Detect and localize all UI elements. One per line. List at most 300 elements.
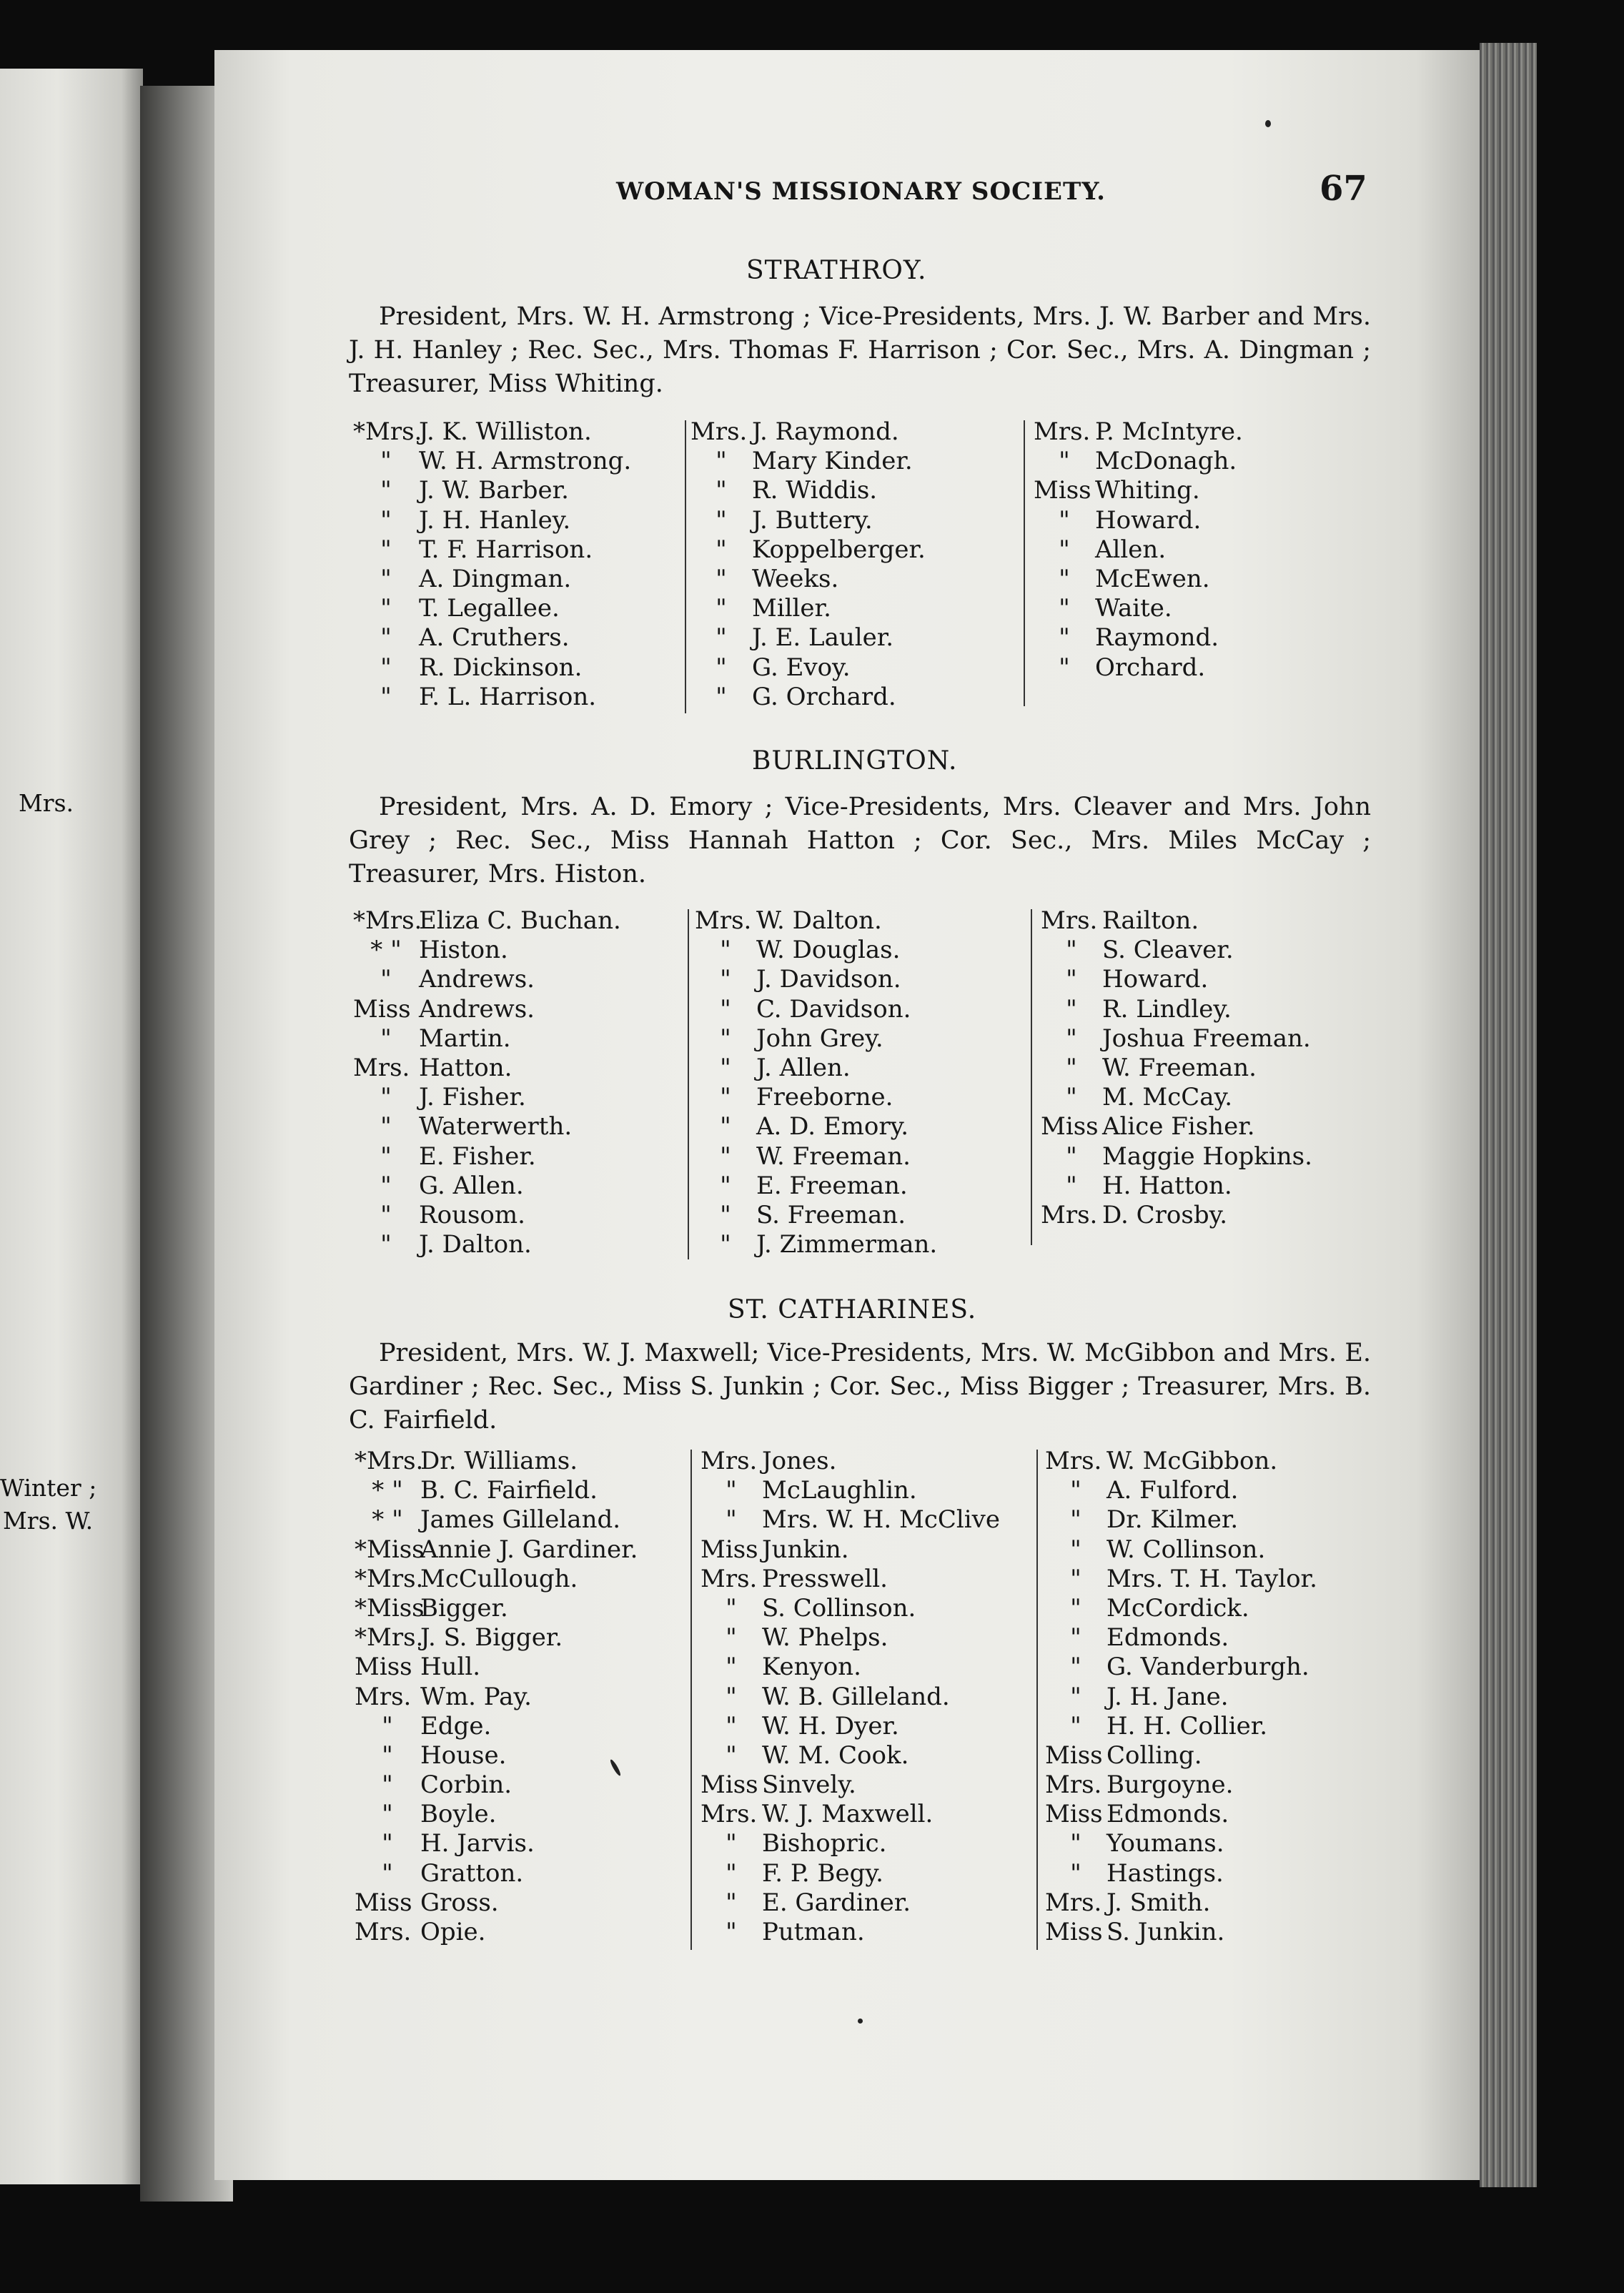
member-prefix: "	[1070, 1858, 1081, 1888]
member-prefix: "	[726, 1888, 737, 1917]
member-entry	[355, 1447, 638, 1476]
member-column	[355, 1447, 638, 1947]
member-entry	[353, 476, 631, 505]
member-name: F. L. Harrison.	[419, 682, 597, 711]
member-entry	[1045, 1800, 1317, 1829]
member-entry	[355, 1623, 638, 1653]
member-name: Burgoyne.	[1106, 1770, 1234, 1800]
member-name: Orchard.	[1095, 653, 1206, 682]
member-prefix: "	[726, 1623, 737, 1653]
member-prefix: "	[720, 1024, 731, 1053]
member-prefix: "	[720, 994, 731, 1024]
member-prefix: "	[380, 1024, 392, 1053]
member-entry	[695, 906, 937, 936]
member-entry	[355, 1565, 638, 1594]
member-name: A. Cruthers.	[419, 623, 570, 653]
member-prefix: "	[1059, 505, 1070, 535]
member-prefix: "	[716, 447, 727, 476]
member-name: J. Dalton.	[419, 1230, 532, 1259]
member-prefix: "	[1066, 1171, 1077, 1200]
member-name: Waterwerth.	[419, 1112, 573, 1141]
member-entry	[700, 1535, 1000, 1565]
member-name: McLaughlin.	[762, 1476, 917, 1505]
member-entry	[695, 1172, 937, 1201]
member-name: G. Allen.	[419, 1171, 524, 1200]
member-entry	[353, 447, 631, 476]
member-entry	[690, 535, 926, 565]
member-prefix: *Mrs.	[355, 1564, 424, 1593]
column-rule	[688, 909, 689, 1259]
member-prefix: "	[380, 1141, 392, 1171]
member-prefix: "	[726, 1740, 737, 1770]
member-prefix: Mrs.	[700, 1564, 758, 1593]
member-entry	[695, 965, 937, 994]
member-name: Andrews.	[419, 965, 535, 994]
member-prefix: "	[1059, 564, 1070, 593]
member-entry	[353, 535, 631, 565]
member-prefix: Mrs.	[1041, 906, 1098, 935]
section-title-st-catharines: ST. CATHARINES.	[728, 1295, 977, 1324]
member-entry	[690, 623, 926, 653]
member-name: W. B. Gilleland.	[762, 1682, 950, 1711]
member-name: W. Douglas.	[756, 936, 901, 965]
member-name: Koppelberger.	[752, 535, 926, 564]
member-entry	[353, 965, 621, 994]
member-name: Joshua Freeman.	[1102, 1024, 1311, 1053]
member-prefix: "	[1070, 1829, 1081, 1858]
member-name: G. Evoy.	[752, 653, 851, 682]
member-prefix: "	[726, 1505, 737, 1535]
member-prefix: "	[380, 594, 392, 623]
member-entry	[1034, 535, 1243, 565]
member-entry	[1041, 1142, 1312, 1172]
member-entry	[1045, 1447, 1317, 1476]
member-entry	[353, 565, 631, 594]
member-name: C. Davidson.	[756, 994, 911, 1024]
member-prefix: "	[1059, 594, 1070, 623]
member-prefix: Miss	[1045, 1800, 1103, 1829]
member-name: G. Orchard.	[752, 682, 896, 711]
member-name: S. Junkin.	[1106, 1918, 1225, 1946]
member-name: W. McGibbon.	[1106, 1447, 1278, 1475]
member-name: S. Collinson.	[762, 1593, 916, 1623]
member-entry	[355, 1770, 638, 1800]
member-prefix: "	[1070, 1505, 1081, 1535]
member-name: John Grey.	[756, 1024, 883, 1053]
member-prefix: "	[720, 936, 731, 965]
member-name: T. Legallee.	[419, 594, 560, 623]
member-name: D. Crosby.	[1102, 1200, 1228, 1229]
member-prefix: "	[380, 1200, 392, 1229]
member-name: J. S. Bigger.	[420, 1623, 563, 1653]
member-column	[1034, 417, 1243, 683]
member-entry	[355, 1829, 638, 1858]
member-prefix: "	[726, 1918, 737, 1946]
member-entry	[700, 1859, 1000, 1888]
member-name: Gross.	[420, 1888, 499, 1917]
member-entry	[690, 476, 926, 505]
member-entry	[695, 1230, 937, 1259]
member-entry	[353, 417, 631, 447]
member-name: J. K. Williston.	[419, 417, 592, 446]
member-name: R. Dickinson.	[419, 653, 583, 682]
member-entry	[700, 1800, 1000, 1829]
member-name: Youmans.	[1106, 1829, 1224, 1858]
member-entry	[353, 1112, 621, 1141]
member-name: W. M. Cook.	[762, 1740, 909, 1770]
member-name: R. Widdis.	[752, 476, 878, 505]
member-prefix: "	[1066, 1053, 1077, 1082]
member-name: Rousom.	[419, 1200, 525, 1229]
member-prefix: Miss	[355, 1653, 412, 1682]
member-prefix: Mrs.	[700, 1800, 758, 1829]
member-prefix: "	[1070, 1711, 1081, 1740]
member-entry	[1045, 1594, 1317, 1623]
member-entry	[1041, 1112, 1312, 1141]
member-prefix: "	[380, 1083, 392, 1112]
page-number: 67	[1320, 169, 1367, 209]
member-name: Jones.	[762, 1447, 837, 1475]
member-entry	[1045, 1565, 1317, 1594]
member-name: E. Gardiner.	[762, 1888, 911, 1917]
member-entry	[1041, 1083, 1312, 1112]
member-entry	[1045, 1770, 1317, 1800]
member-name: A. Dingman.	[419, 564, 572, 593]
member-entry	[700, 1565, 1000, 1594]
member-name: Putman.	[762, 1918, 865, 1946]
member-prefix: "	[726, 1829, 737, 1858]
member-name: R. Lindley.	[1102, 994, 1232, 1024]
member-name: Howard.	[1102, 965, 1209, 994]
member-name: Edge.	[420, 1711, 492, 1740]
member-entry	[690, 683, 926, 712]
member-prefix: Mrs.	[355, 1682, 412, 1711]
member-name: W. Dalton.	[756, 906, 882, 935]
member-entry	[700, 1505, 1000, 1535]
member-entry	[700, 1683, 1000, 1712]
member-prefix: "	[720, 1083, 731, 1112]
member-name: Railton.	[1102, 906, 1199, 935]
member-prefix: "	[382, 1829, 393, 1858]
member-entry	[1034, 594, 1243, 623]
member-prefix: "	[1066, 1083, 1077, 1112]
column-rule	[1031, 909, 1032, 1245]
member-entry	[355, 1476, 638, 1505]
member-entry	[355, 1712, 638, 1741]
member-prefix: "	[1070, 1623, 1081, 1653]
member-entry	[353, 1083, 621, 1112]
member-name: E. Freeman.	[756, 1171, 908, 1200]
column-rule	[1036, 1450, 1038, 1950]
member-entry	[695, 1024, 937, 1054]
member-prefix: Mrs.	[1034, 417, 1091, 446]
member-name: P. McIntyre.	[1095, 417, 1243, 446]
member-entry	[353, 1024, 621, 1054]
member-name: Alice Fisher.	[1102, 1112, 1255, 1141]
column-rule	[1024, 420, 1025, 706]
member-name: Waite.	[1095, 594, 1172, 623]
facing-page-fragment: Mrs.	[19, 789, 74, 817]
member-prefix: "	[726, 1476, 737, 1505]
member-entry	[1034, 506, 1243, 535]
member-prefix: Miss	[1034, 476, 1091, 505]
member-name: House.	[420, 1740, 507, 1770]
member-name: J. Zimmerman.	[756, 1230, 938, 1259]
member-prefix: Mrs.	[700, 1447, 758, 1475]
member-entry	[1045, 1888, 1317, 1918]
member-entry	[690, 447, 926, 476]
member-prefix: "	[716, 682, 727, 711]
member-prefix: "	[726, 1682, 737, 1711]
member-prefix: "	[380, 1230, 392, 1259]
member-entry	[355, 1741, 638, 1770]
member-entry	[353, 1142, 621, 1172]
member-name: J. Allen.	[756, 1053, 851, 1082]
member-prefix: "	[716, 623, 727, 653]
member-entry	[690, 653, 926, 683]
member-entry	[353, 1201, 621, 1230]
member-entry	[353, 653, 631, 683]
member-prefix: *Mrs.	[353, 417, 422, 446]
officers-paragraph-burlington: President, Mrs. A. D. Emory ; Vice-Presidents, Mrs. Cleaver and Mrs. John Grey ; Rec. Sec., Miss Hannah Hatton ; Cor. Sec., Mrs. Miles McCay ; Treasurer, Mrs. Histon.	[349, 793, 1371, 888]
member-prefix: "	[716, 653, 727, 682]
member-entry	[700, 1476, 1000, 1505]
member-name: J. Raymond.	[752, 417, 899, 446]
member-name: Boyle.	[420, 1800, 497, 1829]
member-entry	[1041, 906, 1312, 936]
member-entry	[1045, 1653, 1317, 1682]
member-prefix: * "	[370, 936, 402, 965]
member-name: Maggie Hopkins.	[1102, 1141, 1312, 1171]
column-rule	[685, 420, 686, 713]
member-prefix: *Mrs.	[355, 1447, 424, 1475]
member-entry	[700, 1888, 1000, 1918]
member-column	[1045, 1447, 1317, 1947]
member-name: S. Cleaver.	[1102, 936, 1234, 965]
member-column	[353, 906, 621, 1259]
member-name: A. Fulford.	[1106, 1476, 1239, 1505]
member-prefix: "	[720, 1171, 731, 1200]
section-title-burlington: BURLINGTON.	[752, 746, 958, 776]
member-name: J. Fisher.	[419, 1083, 526, 1112]
member-name: Miller.	[752, 594, 831, 623]
member-name: Gratton.	[420, 1858, 524, 1888]
member-entry	[695, 936, 937, 965]
member-prefix: "	[1059, 653, 1070, 682]
member-prefix: Miss	[700, 1770, 758, 1800]
member-prefix: Miss	[353, 994, 411, 1024]
member-name: A. D. Emory.	[756, 1112, 909, 1141]
member-prefix: "	[720, 1200, 731, 1229]
member-name: J. W. Barber.	[419, 476, 569, 505]
member-entry	[1045, 1476, 1317, 1505]
member-prefix: "	[382, 1770, 393, 1800]
page-stack-edge	[1480, 43, 1537, 2187]
member-column	[1041, 906, 1312, 1230]
member-prefix: "	[1059, 447, 1070, 476]
member-name: J. H. Hanley.	[419, 505, 571, 535]
member-entry	[690, 594, 926, 623]
member-entry	[1041, 1172, 1312, 1201]
member-prefix: * "	[372, 1505, 403, 1535]
section-title-strathroy: STRATHROY.	[746, 256, 927, 285]
member-column	[700, 1447, 1000, 1947]
member-prefix: "	[1070, 1682, 1081, 1711]
member-entry	[700, 1623, 1000, 1653]
member-name: Colling.	[1106, 1740, 1202, 1770]
member-name: McCordick.	[1106, 1593, 1249, 1623]
member-entry	[700, 1447, 1000, 1476]
member-entry	[1045, 1712, 1317, 1741]
member-entry	[1034, 447, 1243, 476]
member-prefix: "	[380, 447, 392, 476]
member-name: W. H. Armstrong.	[419, 447, 632, 476]
member-name: E. Fisher.	[419, 1141, 536, 1171]
member-name: B. C. Fairfield.	[420, 1476, 598, 1505]
member-prefix: "	[720, 1053, 731, 1082]
member-prefix: "	[1066, 1141, 1077, 1171]
member-name: Andrews.	[419, 994, 535, 1024]
member-entry	[1041, 1054, 1312, 1083]
member-entry	[355, 1653, 638, 1682]
member-prefix: *Mrs.	[353, 906, 422, 935]
member-name: Hatton.	[419, 1053, 513, 1082]
member-entry	[355, 1888, 638, 1918]
member-entry	[353, 594, 631, 623]
member-entry	[695, 995, 937, 1024]
member-prefix: "	[720, 1141, 731, 1171]
member-prefix: Miss	[355, 1888, 412, 1917]
member-prefix: "	[720, 965, 731, 994]
member-name: W. H. Dyer.	[762, 1711, 899, 1740]
member-entry	[353, 1230, 621, 1259]
member-entry	[355, 1535, 638, 1565]
member-entry	[1034, 623, 1243, 653]
member-entry	[355, 1918, 638, 1947]
member-entry	[695, 1142, 937, 1172]
member-name: Corbin.	[420, 1770, 513, 1800]
member-prefix: "	[382, 1740, 393, 1770]
member-entry	[1045, 1535, 1317, 1565]
officers-paragraph-st-catharines: President, Mrs. W. J. Maxwell; Vice-Presidents, Mrs. W. McGibbon and Mrs. E. Gardiner ; Rec. Sec., Miss S. Junkin ; Cor. Sec., Miss Bigger ; Treasurer, Mrs. B. C. Fairfield.	[349, 1339, 1371, 1435]
member-name: James Gilleland.	[420, 1505, 621, 1535]
member-entry	[695, 1112, 937, 1141]
member-name: Hull.	[420, 1653, 481, 1682]
member-name: W. Collinson.	[1106, 1535, 1266, 1564]
member-prefix: Mrs.	[690, 417, 748, 446]
member-entry	[1045, 1623, 1317, 1653]
member-prefix: "	[716, 564, 727, 593]
facing-page-fragment: Mrs. W.	[3, 1507, 94, 1535]
member-name: Kenyon.	[762, 1653, 861, 1682]
member-entry	[700, 1770, 1000, 1800]
member-column	[695, 906, 937, 1259]
member-name: Mrs. T. H. Taylor.	[1106, 1564, 1317, 1593]
member-prefix: Miss	[1045, 1740, 1103, 1770]
member-name: Bishopric.	[762, 1829, 887, 1858]
member-prefix: "	[1070, 1653, 1081, 1682]
member-name: Bigger.	[420, 1593, 508, 1623]
member-prefix: "	[380, 535, 392, 564]
member-prefix: "	[1070, 1593, 1081, 1623]
member-prefix: "	[716, 476, 727, 505]
member-prefix: "	[1066, 1024, 1077, 1053]
member-name: W. Freeman.	[1102, 1053, 1257, 1082]
member-name: J. Davidson.	[756, 965, 901, 994]
member-name: Junkin.	[762, 1535, 849, 1564]
member-name: S. Freeman.	[756, 1200, 906, 1229]
member-name: F. P. Begy.	[762, 1858, 883, 1888]
member-name: M. McCay.	[1102, 1083, 1233, 1112]
member-prefix: Mrs.	[1045, 1447, 1102, 1475]
member-name: J. E. Lauler.	[752, 623, 894, 653]
member-name: McEwen.	[1095, 564, 1210, 593]
member-entry	[1045, 1829, 1317, 1858]
member-name: J. H. Jane.	[1106, 1682, 1229, 1711]
member-name: W. Phelps.	[762, 1623, 888, 1653]
member-entry	[353, 1054, 621, 1083]
member-prefix: "	[380, 1112, 392, 1141]
column-rule	[690, 1450, 692, 1950]
member-name: H. H. Collier.	[1106, 1711, 1268, 1740]
member-prefix: "	[726, 1858, 737, 1888]
member-prefix: Mrs.	[1045, 1770, 1102, 1800]
member-column	[690, 417, 926, 712]
member-prefix: "	[382, 1858, 393, 1888]
member-prefix: "	[380, 653, 392, 682]
member-prefix: "	[716, 594, 727, 623]
member-prefix: "	[720, 1230, 731, 1259]
member-name: Mary Kinder.	[752, 447, 913, 476]
member-name: Martin.	[419, 1024, 511, 1053]
member-entry	[700, 1829, 1000, 1858]
member-prefix: "	[382, 1711, 393, 1740]
member-prefix: "	[726, 1593, 737, 1623]
member-prefix: Miss	[700, 1535, 758, 1564]
member-name: Annie J. Gardiner.	[420, 1535, 638, 1564]
member-prefix: *Miss	[355, 1593, 425, 1623]
member-entry	[695, 1201, 937, 1230]
member-entry	[1041, 965, 1312, 994]
member-entry	[1041, 936, 1312, 965]
member-entry	[353, 936, 621, 965]
member-entry	[700, 1594, 1000, 1623]
member-prefix: "	[380, 623, 392, 653]
member-prefix: "	[726, 1653, 737, 1682]
member-entry	[695, 1054, 937, 1083]
member-name: Raymond.	[1095, 623, 1219, 653]
member-prefix: Mrs.	[1045, 1888, 1102, 1917]
member-name: Weeks.	[752, 564, 839, 593]
member-name: McCullough.	[420, 1564, 578, 1593]
member-name: W. J. Maxwell.	[762, 1800, 934, 1829]
member-entry	[353, 506, 631, 535]
member-prefix: "	[716, 535, 727, 564]
member-name: Allen.	[1095, 535, 1167, 564]
member-entry	[1045, 1683, 1317, 1712]
member-name: W. Freeman.	[756, 1141, 911, 1171]
scan-speck	[858, 2019, 863, 2024]
member-entry	[353, 623, 631, 653]
member-name: J. Buttery.	[752, 505, 873, 535]
member-entry	[355, 1800, 638, 1829]
member-name: Opie.	[420, 1918, 486, 1946]
member-prefix: "	[380, 1171, 392, 1200]
member-entry	[700, 1653, 1000, 1682]
member-entry	[355, 1683, 638, 1712]
member-prefix: *Miss	[355, 1535, 425, 1564]
member-name: H. Hatton.	[1102, 1171, 1232, 1200]
